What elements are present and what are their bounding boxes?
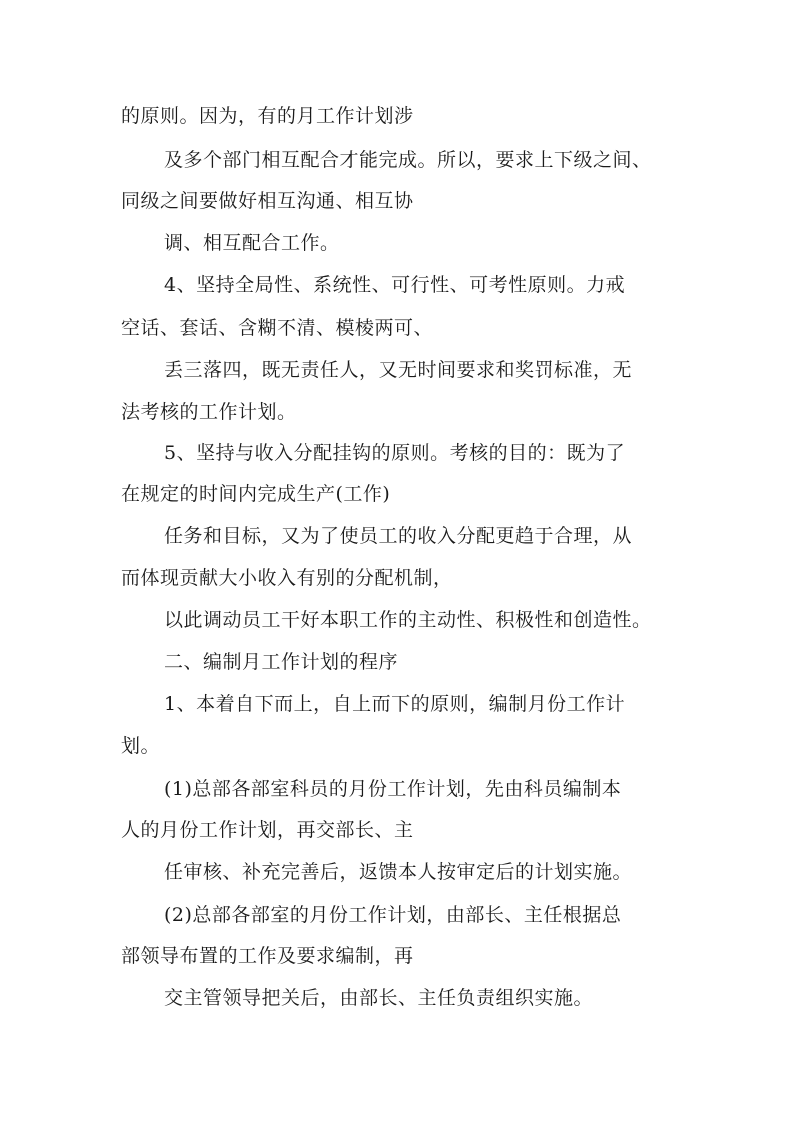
text-line: 划。 [121,735,161,757]
text-line: 同级之间要做好相互沟通、相互协 [121,190,414,212]
text-line: 5、坚持与收入分配挂钩的原则。考核的目的：既为了 [164,442,626,464]
text-line: 4、坚持全局性、系统性、可行性、可考性原则。力戒 [164,274,626,296]
text-line: 交主管领导把关后，由部长、主任负责组织实施。 [164,987,594,1009]
text-line: 任审核、补充完善后，返馈本人按审定后的计划实施。 [164,861,633,883]
section-heading: 二、编制月工作计划的程序 [164,651,399,673]
text-line: 法考核的工作计划。 [121,401,297,423]
text-line: 调、相互配合工作。 [164,232,340,254]
text-line: 以此调动员工干好本职工作的主动性、积极性和创造性。 [164,609,652,631]
text-line: 部领导布置的工作及要求编制，再 [121,945,414,967]
text-line: (2)总部各部室的月份工作计划，由部长、主任根据总 [164,904,622,926]
text-line: 空话、套话、含糊不清、模棱两可、 [121,317,434,339]
text-line: 人的月份工作计划，再交部长、主 [121,819,414,841]
text-line: (1)总部各部室科员的月份工作计划，先由科员编制本 [164,778,622,800]
text-line: 任务和目标，又为了使员工的收入分配更趋于合理，从 [164,525,633,547]
text-line: 丢三落四，既无责任人，又无时间要求和奖罚标准，无 [164,359,633,381]
text-line: 及多个部门相互配合才能完成。所以，要求上下级之间、 [164,149,652,171]
text-line: 的原则。因为，有的月工作计划涉 [121,105,414,127]
text-line: 1、本着自下而上，自上而下的原则，编制月份工作计 [164,693,626,715]
text-line: 而体现贡献大小收入有别的分配机制， [121,567,453,589]
text-line: 在规定的时间内完成生产(工作) [121,483,391,505]
